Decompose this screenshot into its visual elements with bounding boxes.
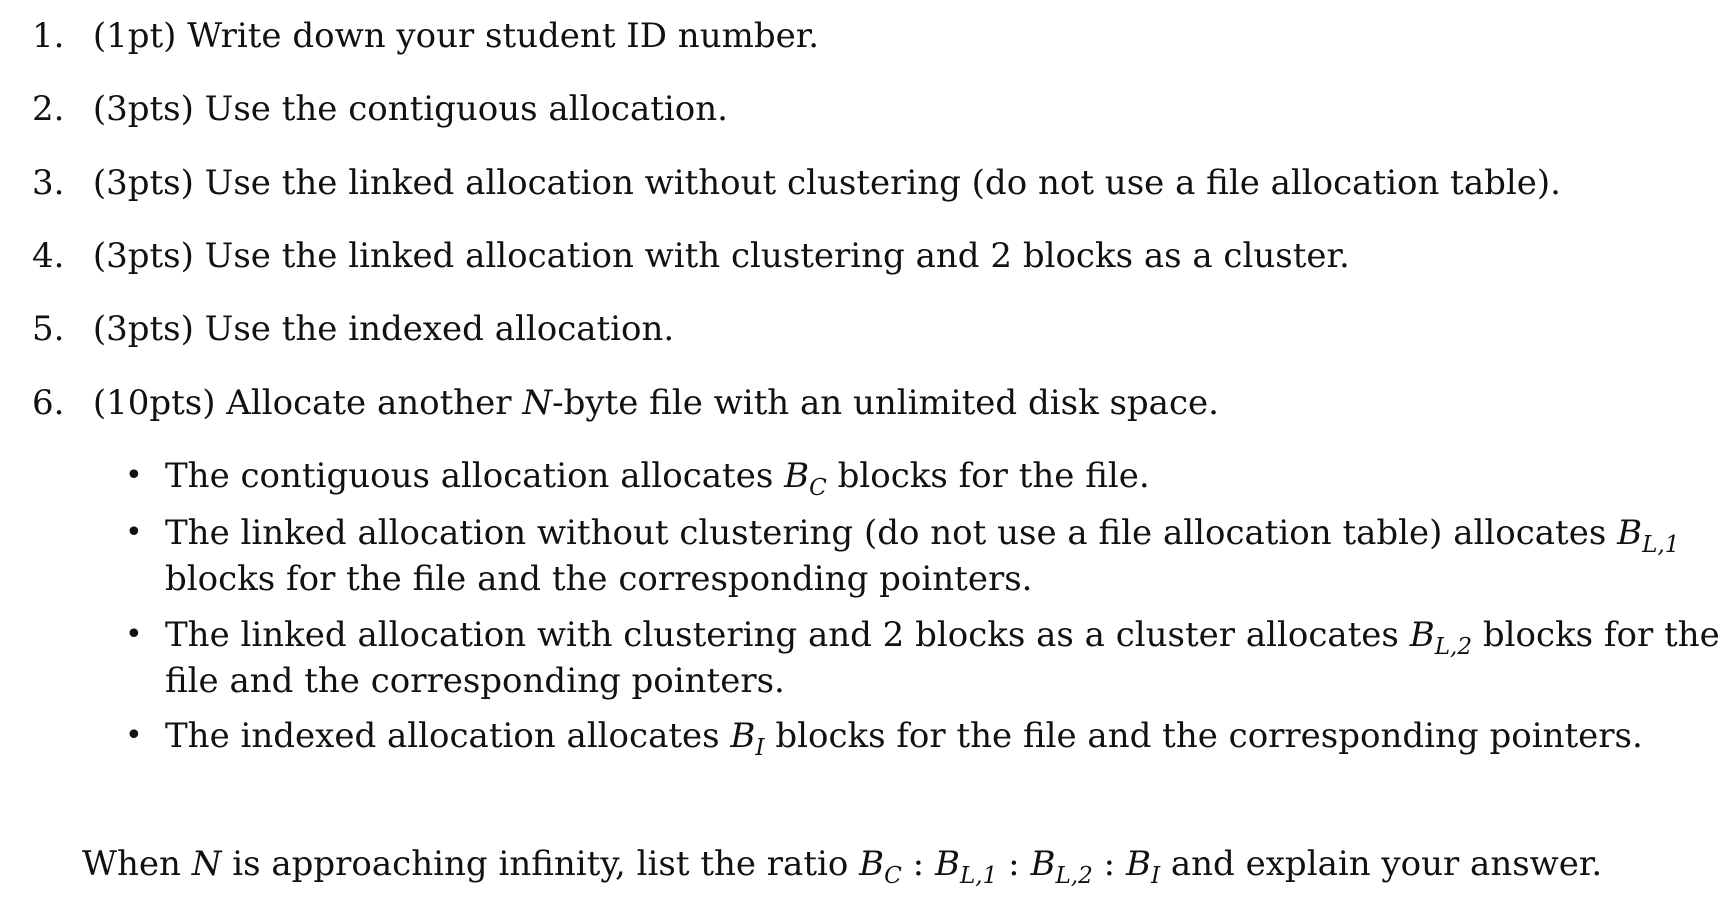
ratio-separator: : [912,844,925,884]
symbol-subscript: L,2 [1434,634,1473,661]
bullet-line [165,612,1720,661]
question-text: Use the contiguous allocation. [204,89,728,129]
ratio-bl2: B [1030,844,1056,884]
symbol-b: B [1617,513,1643,553]
closing-question [82,842,1603,890]
question-points: (3pts) [92,163,194,203]
bullet-line-2: file and the corresponding pointers. [165,661,785,701]
bullet-text-after: blocks for the [1482,615,1720,655]
ratio-bl1-subscript: L,1 [959,863,998,890]
question-points: (1pt) [92,16,177,56]
question-2 [32,87,728,131]
bullet-text-after: blocks for the file and the corresponding pointers. [775,716,1643,756]
question-points: (3pts) [92,89,194,129]
variable-n: N [191,844,222,884]
symbol-subscript: L,1 [1642,532,1680,559]
symbol-subscript: C [809,475,827,502]
ratio-bi: B [1125,844,1151,884]
question-points: (10pts) [92,383,216,423]
symbol-subscript: I [755,735,765,762]
ratio-bc: B [859,844,885,884]
question-text: Write down your student ID number. [187,16,820,56]
bullet-icon: • [125,515,143,550]
bullet-icon: • [125,617,143,652]
bullet-text-before: The linked allocation with clustering and 2 blocks as a cluster allocates [165,615,1399,655]
question-number: 5. [32,309,65,349]
symbol-b: B [730,716,756,756]
question-4 [32,234,1350,278]
bullet-text-before: The indexed allocation allocates [165,716,720,756]
ratio-bc-subscript: C [884,863,902,890]
question-1 [32,14,819,58]
ratio-bl2-subscript: L,2 [1055,863,1093,890]
question-text: Use the linked allocation without clustering (do not use a file allocation table). [204,163,1561,203]
bullet-line [165,510,1680,559]
bullet-text-before: The contiguous allocation allocates [165,456,774,496]
bullet-line [165,713,1643,762]
bullet-text-after: blocks for the file. [837,456,1150,496]
question-5 [32,307,674,351]
ratio-separator: : [1008,844,1020,884]
question-text: Use the linked allocation with clustering and 2 blocks as a cluster. [204,236,1350,276]
closing-when: When [82,844,181,884]
closing-middle: is approaching infinity, list the ratio [232,844,849,884]
question-text-after: -byte file with an unlimited disk space. [552,383,1219,423]
ratio-bl1: B [934,844,960,884]
bullet-icon: • [125,458,143,493]
bullet-line-2: blocks for the file and the corresponding pointers. [165,559,1033,599]
question-number: 4. [32,236,65,276]
question-text: Use the indexed allocation. [204,309,675,349]
question-number: 3. [32,163,65,203]
variable-n: N [522,383,553,423]
ratio-separator: : [1103,844,1116,884]
closing-end: and explain your answer. [1170,844,1603,884]
bullet-icon: • [125,718,143,753]
question-number: 1. [32,16,65,56]
question-points: (3pts) [92,236,194,276]
question-3 [32,161,1561,205]
ratio-bi-subscript: I [1150,863,1161,890]
symbol-b: B [1409,615,1435,655]
symbol-b: B [784,456,810,496]
question-points: (3pts) [92,309,194,349]
question-text-before: Allocate another [226,383,512,423]
question-6 [32,381,1219,425]
bullet-line [165,453,1150,502]
question-number: 6. [32,383,65,423]
question-number: 2. [32,89,65,129]
bullet-text-before: The linked allocation without clustering (do not use a file allocation table) allocates [165,513,1607,553]
